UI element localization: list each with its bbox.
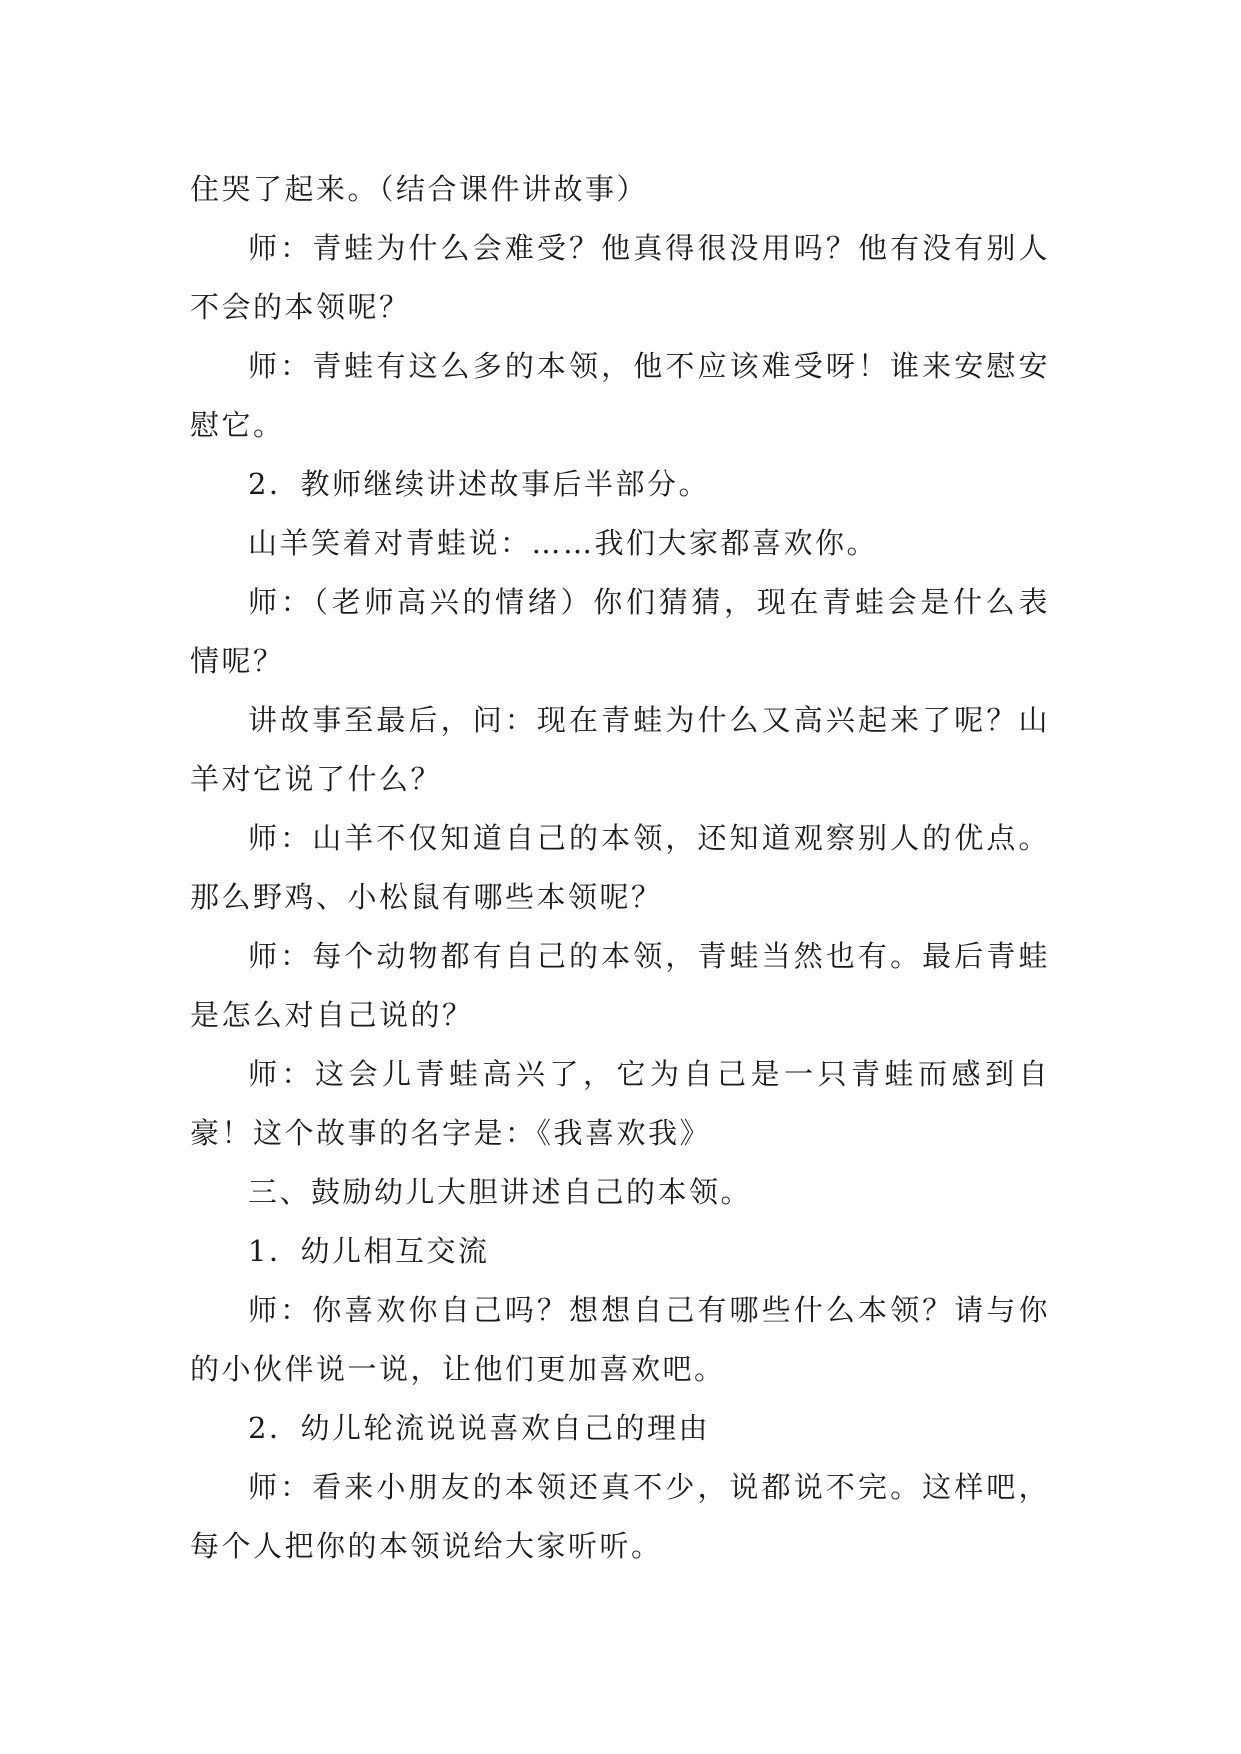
document-page <box>190 160 1050 1576</box>
paragraph-teacher-question-frog: 师：青蛙为什么会难受？他真得很没用吗？他有没有别人不会的本领呢？ <box>190 231 1050 324</box>
paragraph-teacher-goat: 师：山羊不仅知道自己的本领，还知道观察别人的优点。那么野鸡、小松鼠有哪些本领呢？ <box>190 821 1050 914</box>
paragraph-step-2b-heading: 2．幼儿轮流说说喜欢自己的理由 <box>248 1411 710 1445</box>
paragraph-story-end-question: 讲故事至最后，问：现在青蛙为什么又高兴起来了呢？山羊对它说了什么？ <box>190 703 1050 796</box>
paragraph-teacher-every-animal: 师：每个动物都有自己的本领，青蛙当然也有。最后青蛙是怎么对自己说的？ <box>190 939 1050 1032</box>
paragraph-teacher-story-title: 师：这会儿青蛙高兴了，它为自己是一只青蛙而感到自豪！这个故事的名字是：《我喜欢我》 <box>190 1057 1050 1150</box>
paragraph-teacher-guess: 师：（老师高兴的情绪）你们猜猜，现在青蛙会是什么表情呢？ <box>190 585 1050 678</box>
paragraph-step-1-heading: 1．幼儿相互交流 <box>248 1234 490 1268</box>
paragraph-continuation: 住哭了起来。（结合课件讲故事） <box>190 172 649 206</box>
paragraph-teacher-comfort: 师：青蛙有这么多的本领，他不应该难受呀！谁来安慰安慰它。 <box>190 349 1050 442</box>
paragraph-teacher-like-yourself: 师：你喜欢你自己吗？想想自己有哪些什么本领？请与你的小伙伴说一说，让他们更加喜欢吧。 <box>190 1293 1050 1386</box>
paragraph-goat-says: 山羊笑着对青蛙说：……我们大家都喜欢你。 <box>248 526 879 560</box>
paragraph-step-2-heading: 2．教师继续讲述故事后半部分。 <box>248 467 710 501</box>
paragraph-section-3-heading: 三、鼓励幼儿大胆讲述自己的本领。 <box>248 1175 753 1209</box>
paragraph-teacher-closing: 师：看来小朋友的本领还真不少，说都说不完。这样吧，每个人把你的本领说给大家听听。 <box>190 1470 1050 1563</box>
